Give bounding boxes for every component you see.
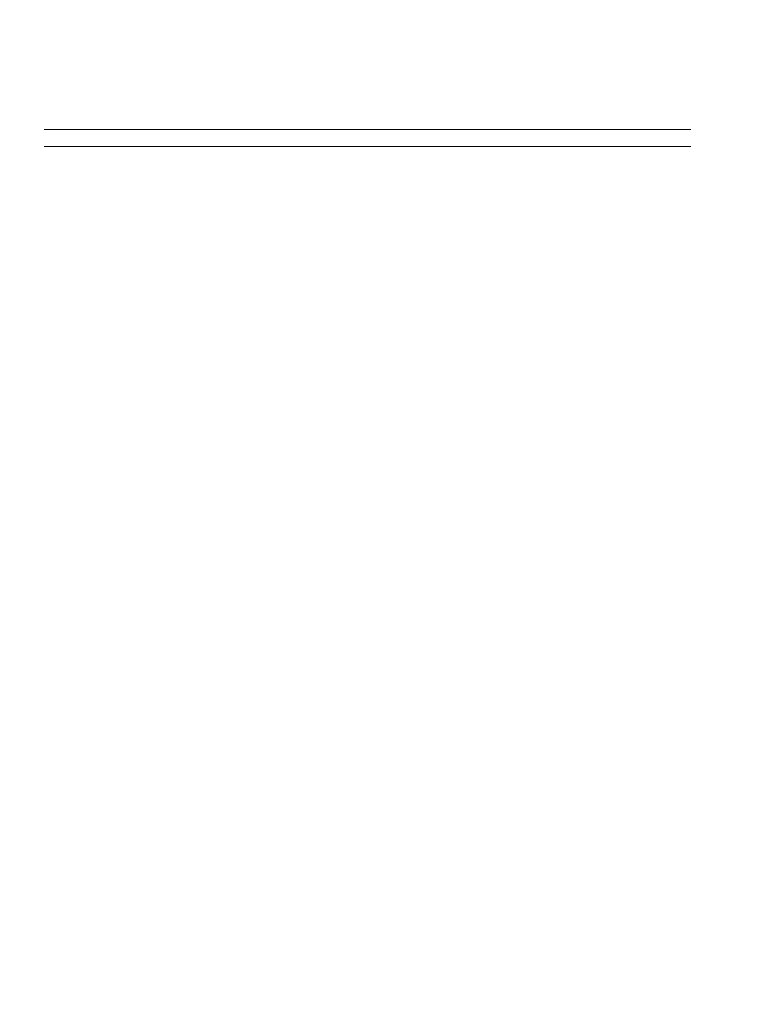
column-header-bar (44, 129, 691, 147)
